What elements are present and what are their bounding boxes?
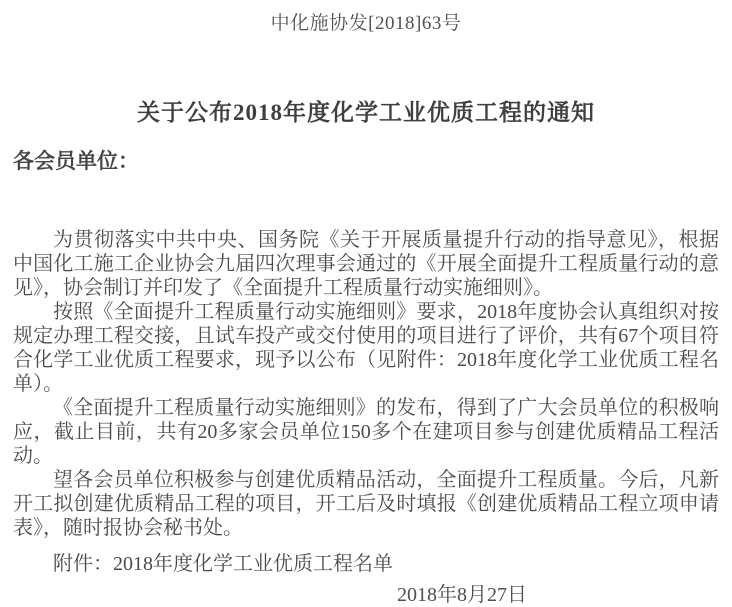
attachment-line: 附件：2018年度化学工业优质工程名单 — [53, 553, 393, 575]
paragraph-2: 按照《全面提升工程质量行动实施细则》要求，2018年度协会认真组织对按规定办理工程交接，且试车投产或交付使用的项目进行了评价，共有67个项目符合化学工业优质工程要求，现予以公布（见附件：2018年度化学工业优质工程名单）。 — [13, 301, 719, 395]
paragraph-3: 《全面提升工程质量行动实施细则》的发布，得到了广大会员单位的积极响应，截止目前，共有20多家会员单位150多个在建项目参与创建优质精品工程活动。 — [13, 397, 719, 467]
doc-number: 中化施协发[2018]63号 — [270, 13, 462, 34]
date-line: 2018年8月27日 — [397, 584, 527, 606]
paragraph-1: 为贯彻落实中共中央、国务院《关于开展质量提升行动的指导意见》，根据中国化工施工企业协会九届四次理事会通过的《开展全面提升工程质量行动的意见》，协会制订并印发了《全面提升工程质量行动实施细则》。 — [13, 229, 719, 299]
paragraph-4: 望各会员单位积极参与创建优质精品活动，全面提升工程质量。今后，凡新开工拟创建优质精品工程的项目，开工后及时填报《创建优质精品工程立项申请表》，随时报协会秘书处。 — [13, 469, 719, 539]
page-title: 关于公布2018年度化学工业优质工程的通知 — [137, 100, 595, 125]
salutation: 各会员单位： — [13, 149, 139, 173]
document-body — [13, 228, 719, 540]
